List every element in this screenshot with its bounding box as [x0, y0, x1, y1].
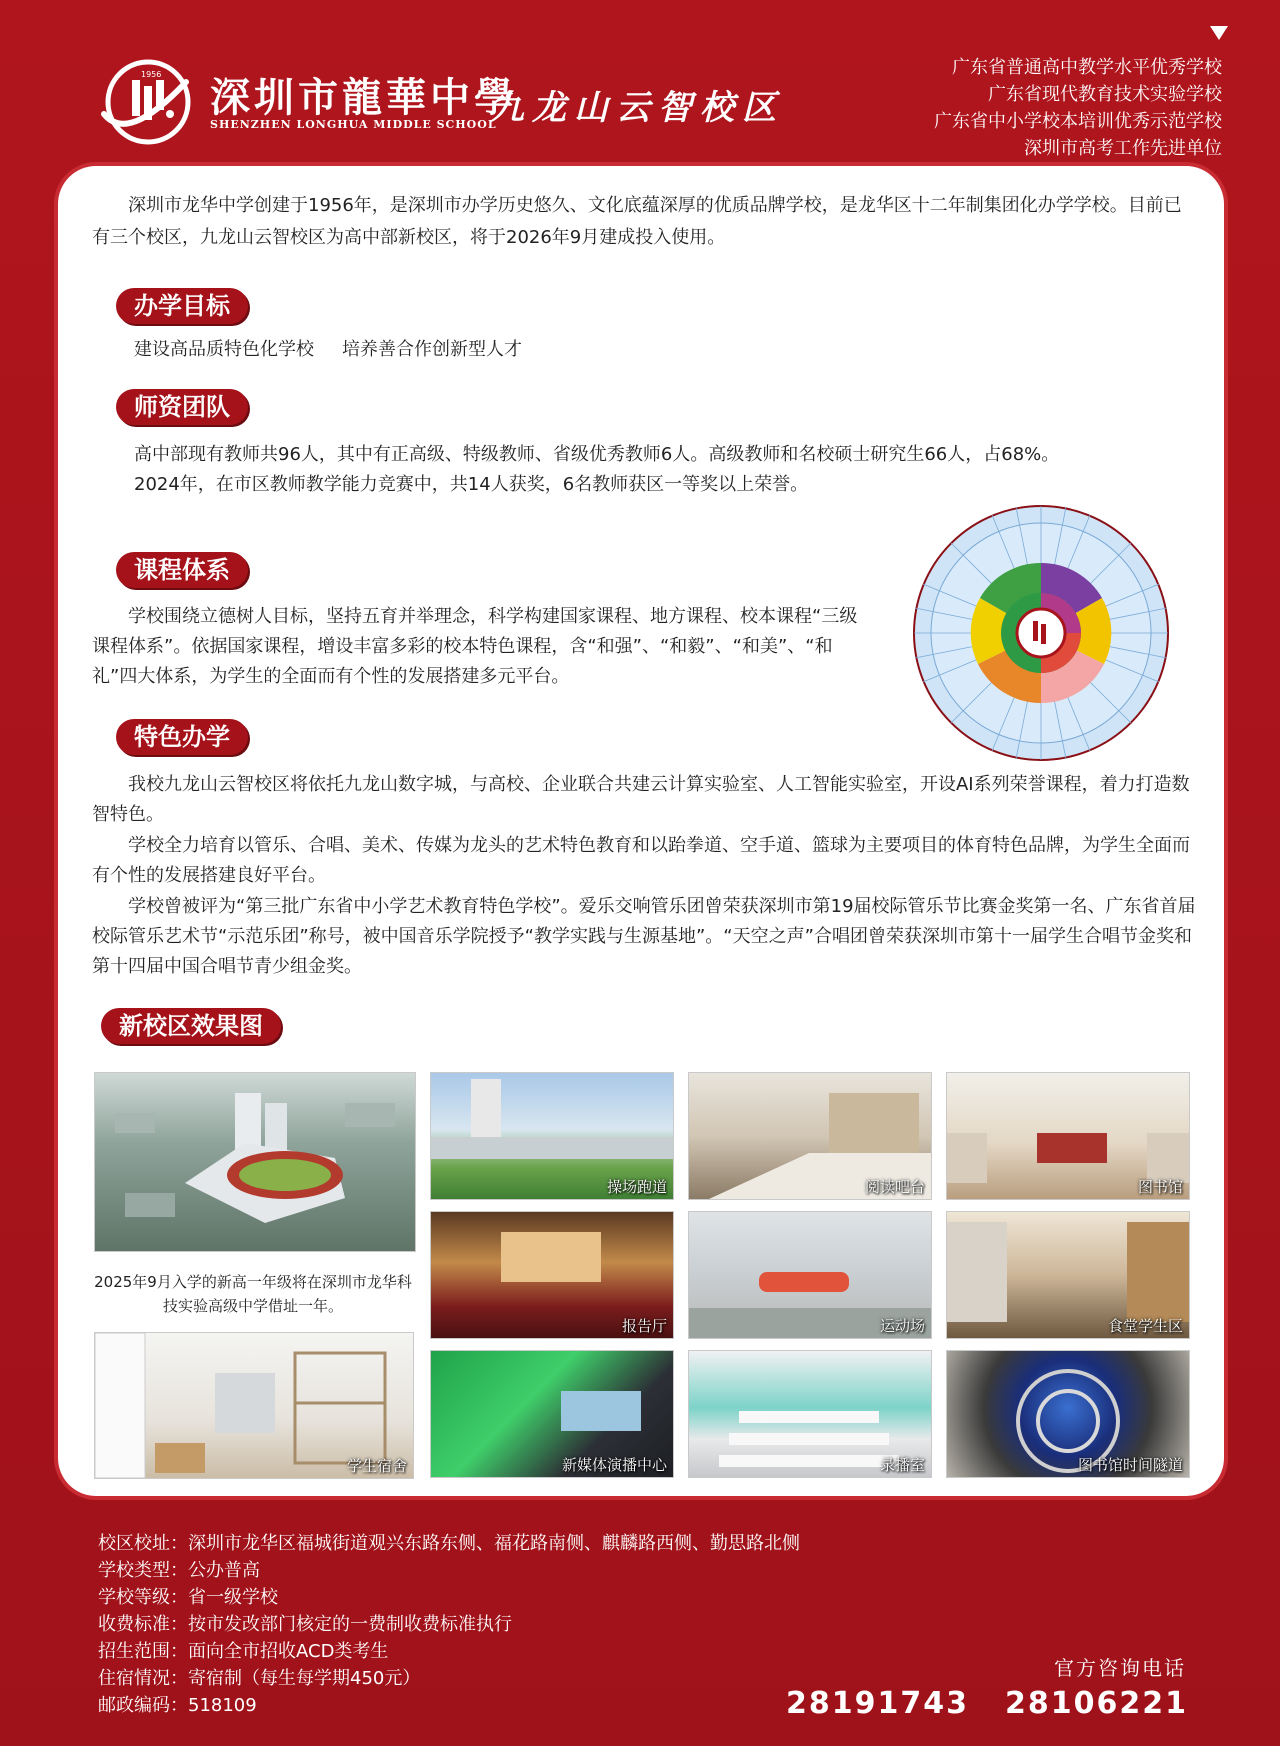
- info-value: 518109: [188, 1695, 257, 1716]
- goal-item: 培养善合作创新型人才: [342, 339, 522, 360]
- info-value: 公办普高: [188, 1560, 260, 1581]
- photo-auditorium: [430, 1211, 674, 1339]
- info-value: 按市发改部门核定的一费制收费标准执行: [188, 1614, 512, 1635]
- phone-number[interactable]: 28191743: [786, 1686, 969, 1721]
- info-row: 招生范围：面向全市招收ACD类考生: [98, 1641, 389, 1662]
- info-value: 寄宿制（每生每学期450元）: [188, 1668, 421, 1689]
- info-value: 深圳市龙华区福城街道观兴东路东侧、福花路南侧、麒麟路西侧、勤思路北侧: [188, 1533, 800, 1554]
- hotline-label: 官方咨询电话: [1054, 1656, 1186, 1680]
- info-label: 收费标准: [98, 1614, 170, 1635]
- section-heading-goal: 办学目标: [116, 288, 248, 324]
- info-label: 邮政编码: [98, 1695, 170, 1716]
- section-heading-features: 特色办学: [116, 719, 248, 755]
- info-label: 招生范围: [98, 1641, 170, 1662]
- info-label: 住宿情况: [98, 1668, 170, 1689]
- photo-recording-room: [688, 1350, 932, 1478]
- campus-name: 九龙山云智校区: [490, 88, 784, 128]
- down-arrow-icon: [1210, 26, 1228, 40]
- photo-caption: 图书馆: [1137, 1178, 1183, 1196]
- photo-library: [946, 1072, 1190, 1200]
- curriculum-paragraph: 学校围绕立德树人目标，坚持五育并举理念，科学构建国家课程、地方课程、校本课程“三级课程体系”。依据国家课程，增设丰富多彩的校本特色课程，含“和强”、“和毅”、“和美”、“和礼”四大体系，为学生的全面而有个性的发展搭建多元平台。: [92, 606, 858, 687]
- logo-year: 1956: [141, 70, 162, 79]
- section-heading-renderings: 新校区效果图: [101, 1008, 281, 1044]
- goal-line: [134, 335, 522, 365]
- hotline-numbers: [786, 1686, 1188, 1721]
- features-paragraph: 我校九龙山云智校区将依托九龙山数字城，与高校、企业联合共建云计算实验室、人工智能实验室，开设AI系列荣誉课程，着力打造数智特色。: [92, 774, 1190, 825]
- honor-item: 广东省现代教育技术实验学校: [988, 84, 1222, 105]
- info-value: 面向全市招收ACD类考生: [188, 1641, 389, 1662]
- photo-media-studio: [430, 1350, 674, 1478]
- photo-caption: 运动场: [879, 1317, 925, 1335]
- photo-caption: 操场跑道: [606, 1178, 667, 1196]
- honors-list: [934, 54, 1222, 162]
- campus-aerial-photo: [94, 1072, 416, 1252]
- photo-track: [430, 1072, 674, 1200]
- photo-dormitory: [94, 1332, 414, 1479]
- photo-reading-bar: [688, 1072, 932, 1200]
- info-label: 学校等级: [98, 1587, 170, 1608]
- relocation-note: 2025年9月入学的新高一年级将在深圳市龙华科技实验高级中学借址一年。: [94, 1273, 412, 1315]
- goal-item: 建设高品质特色化学校: [134, 339, 314, 360]
- phone-number[interactable]: 28106221: [1005, 1686, 1188, 1721]
- section-heading-teachers: 师资团队: [116, 389, 248, 425]
- school-name-en: SHENZHEN LONGHUA MIDDLE SCHOOL: [210, 118, 497, 131]
- curriculum-wheel-diagram: [912, 504, 1170, 762]
- info-row: 收费标准：按市发改部门核定的一费制收费标准执行: [98, 1614, 512, 1635]
- photo-caption: 新媒体演播中心: [561, 1456, 667, 1474]
- school-info-list: [98, 1530, 800, 1719]
- photo-caption: 图书馆时间隧道: [1077, 1456, 1183, 1474]
- photo-library-tunnel: [946, 1350, 1190, 1478]
- photo-caption: 学生宿舍: [346, 1457, 407, 1475]
- honor-item: 广东省中小学校本培训优秀示范学校: [934, 111, 1222, 132]
- photo-caption: 报告厅: [621, 1317, 667, 1335]
- features-paragraph: 学校曾被评为“第三批广东省中小学艺术教育特色学校”。爱乐交响管乐团曾荣获深圳市第19届校际管乐节比赛金奖第一名、广东省首届校际管乐艺术节“示范乐团”称号，被中国音乐学院授予“教学实践与生源基地”。“天空之声”合唱团曾荣获深圳市第十一届学生合唱节金奖和第十四届中国合唱节青少组金奖。: [92, 896, 1196, 977]
- photo-caption: 阅读吧台: [864, 1178, 925, 1196]
- info-value: 省一级学校: [188, 1587, 278, 1608]
- photo-caption: 录播室: [879, 1456, 925, 1474]
- info-row: 学校等级：省一级学校: [98, 1587, 278, 1608]
- honor-item: 深圳市高考工作先进单位: [1024, 138, 1222, 159]
- info-label: 学校类型: [98, 1560, 170, 1581]
- features-paragraph: 学校全力培育以管乐、合唱、美术、传媒为龙头的艺术特色教育和以跆拳道、空手道、篮球为主要项目的体育特色品牌，为学生全面而有个性的发展搭建良好平台。: [92, 835, 1190, 886]
- school-name-cn: 深圳市龍華中學: [210, 74, 518, 121]
- honor-item: 广东省普通高中教学水平优秀学校: [952, 57, 1222, 78]
- teachers-line: 2024年，在市区教师教学能力竞赛中，共14人获奖，6名教师获区一等奖以上荣誉。: [134, 474, 809, 495]
- info-row: 邮政编码：518109: [98, 1695, 257, 1716]
- teachers-line: 高中部现有教师共96人，其中有正高级、特级教师、省级优秀教师6人。高级教师和名校硕士研究生66人，占68%。: [134, 444, 1060, 465]
- info-row: 校区校址：深圳市龙华区福城街道观兴东路东侧、福花路南侧、麒麟路西侧、勤思路北侧: [98, 1533, 800, 1554]
- photo-caption: 食堂学生区: [1107, 1317, 1183, 1335]
- school-logo: [98, 52, 198, 152]
- intro-paragraph: 深圳市龙华中学创建于1956年，是深圳市办学历史悠久、文化底蕴深厚的优质品牌学校，是龙华区十二年制集团化办学学校。目前已有三个校区，九龙山云智校区为高中部新校区，将于2026年9月建成投入使用。: [92, 195, 1182, 248]
- info-label: 校区校址: [98, 1533, 170, 1554]
- info-row: 学校类型：公办普高: [98, 1560, 260, 1581]
- section-heading-curriculum: 课程体系: [116, 552, 248, 588]
- photo-gym: [688, 1211, 932, 1339]
- photo-canteen: [946, 1211, 1190, 1339]
- info-row: 住宿情况：寄宿制（每生每学期450元）: [98, 1668, 421, 1689]
